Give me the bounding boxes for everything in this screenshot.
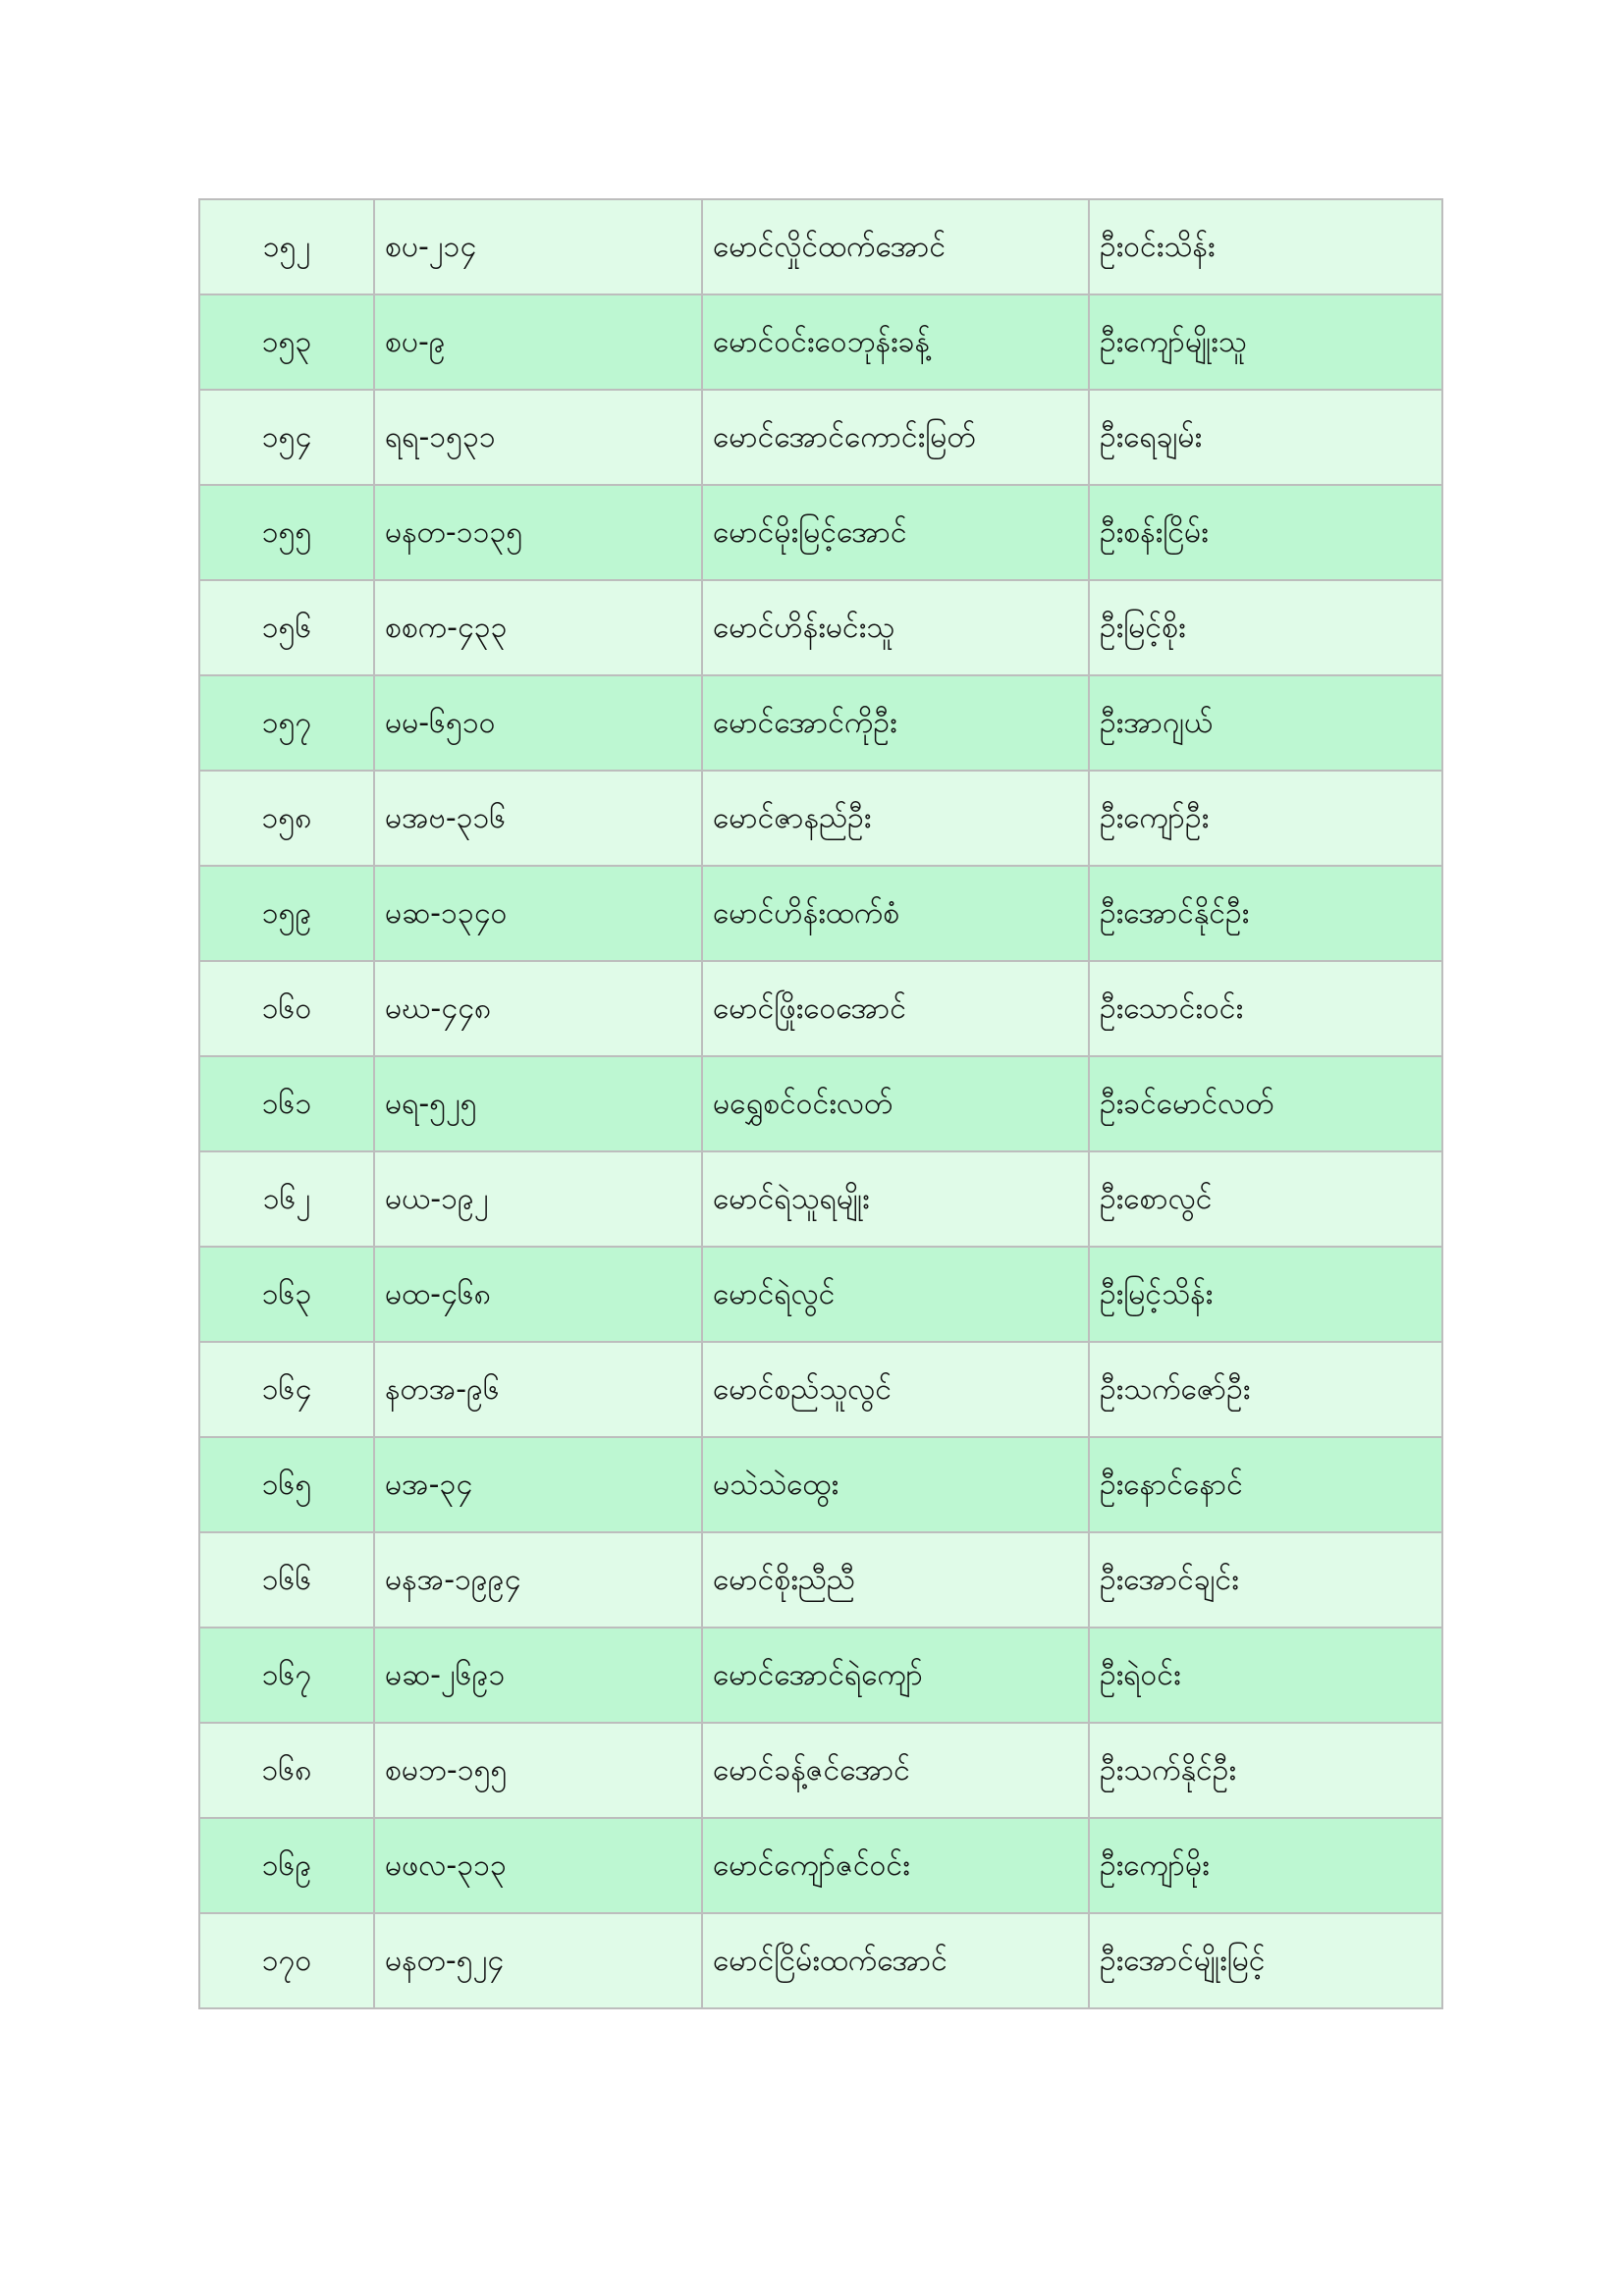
table-row xyxy=(199,1342,1442,1437)
student-name: မောင်ဟိန်းမင်းသူ xyxy=(702,580,1089,675)
student-name: မောင်စိုးညီညီ xyxy=(702,1532,1089,1628)
row-number: ၁၅၃ xyxy=(199,294,374,390)
table-row xyxy=(199,199,1442,294)
student-name: မောင်အောင်ကိုဦး xyxy=(702,675,1089,771)
row-number: ၁၆၂ xyxy=(199,1151,374,1247)
table-row xyxy=(199,1056,1442,1151)
table-row xyxy=(199,580,1442,675)
row-number: ၁၇၀ xyxy=(199,1913,374,2008)
student-name: မောင်အောင်ကောင်းမြတ် xyxy=(702,390,1089,485)
roll-number: မရ-၅၂၅ xyxy=(374,1056,702,1151)
roll-number: မအ-၃၄ xyxy=(374,1437,702,1532)
table-row xyxy=(199,1151,1442,1247)
table-row xyxy=(199,390,1442,485)
roll-number: စမဘ-၁၅၅ xyxy=(374,1723,702,1818)
row-number: ၁၅၉ xyxy=(199,866,374,961)
roll-number: ရရ-၁၅၃၁ xyxy=(374,390,702,485)
roll-number: နတအ-၉၆ xyxy=(374,1342,702,1437)
father-name: ဦးခင်မောင်လတ် xyxy=(1089,1056,1442,1151)
table-row xyxy=(199,294,1442,390)
table-row xyxy=(199,485,1442,580)
row-number: ၁၅၅ xyxy=(199,485,374,580)
table-row xyxy=(199,771,1442,866)
table-row xyxy=(199,1247,1442,1342)
row-number: ၁၆၅ xyxy=(199,1437,374,1532)
row-number: ၁၆၄ xyxy=(199,1342,374,1437)
father-name: ဦးကျော်မျိုးသူ xyxy=(1089,294,1442,390)
father-name: ဦးစန်းငြိမ်း xyxy=(1089,485,1442,580)
father-name: ဦးအောင်ချင်း xyxy=(1089,1532,1442,1628)
roll-number: စပ-၉ xyxy=(374,294,702,390)
father-name: ဦးမြင့်စိုး xyxy=(1089,580,1442,675)
row-number: ၁၆၇ xyxy=(199,1628,374,1723)
table-row xyxy=(199,1532,1442,1628)
roll-number: မနတ-၅၂၄ xyxy=(374,1913,702,2008)
roll-number: မဖလ-၃၁၃ xyxy=(374,1818,702,1913)
father-name: ဦးအောင်နိုင်ဦး xyxy=(1089,866,1442,961)
table-row xyxy=(199,1818,1442,1913)
student-name: မောင်ငြိမ်းထက်အောင် xyxy=(702,1913,1089,2008)
father-name: ဦးကျော်ဦး xyxy=(1089,771,1442,866)
father-name: ဦးအောင်မျိုးမြင့် xyxy=(1089,1913,1442,2008)
student-name: မောင်ဖြိုးဝေအောင် xyxy=(702,961,1089,1056)
student-name: မသဲသဲထွေး xyxy=(702,1437,1089,1532)
student-name: မောင်အောင်ရဲကျော် xyxy=(702,1628,1089,1723)
father-name: ဦးကျော်မိုး xyxy=(1089,1818,1442,1913)
roll-number: မအဗ-၃၁၆ xyxy=(374,771,702,866)
student-name: မရွှေစင်ဝင်းလတ် xyxy=(702,1056,1089,1151)
table-row xyxy=(199,675,1442,771)
roll-number: စပ-၂၁၄ xyxy=(374,199,702,294)
student-name: မောင်မိုးမြင့်အောင် xyxy=(702,485,1089,580)
row-number: ၁၅၂ xyxy=(199,199,374,294)
row-number: ၁၆၃ xyxy=(199,1247,374,1342)
father-name: ဦးနောင်နောင် xyxy=(1089,1437,1442,1532)
roll-number: မနအ-၁၉၉၄ xyxy=(374,1532,702,1628)
student-name: မောင်ရဲလွင် xyxy=(702,1247,1089,1342)
father-name: ဦးအာဂျယ် xyxy=(1089,675,1442,771)
student-name: မောင်ဇာနည်ဦး xyxy=(702,771,1089,866)
results-table xyxy=(198,198,1443,2009)
table-row xyxy=(199,1723,1442,1818)
table-row xyxy=(199,1437,1442,1532)
roll-number: စစက-၄၃၃ xyxy=(374,580,702,675)
row-number: ၁၆၀ xyxy=(199,961,374,1056)
father-name: ဦးသက်ဇော်ဦး xyxy=(1089,1342,1442,1437)
table-row xyxy=(199,866,1442,961)
student-name: မောင်ကျော်ဇင်ဝင်း xyxy=(702,1818,1089,1913)
table-row xyxy=(199,961,1442,1056)
roll-number: မယ-၁၉၂ xyxy=(374,1151,702,1247)
row-number: ၁၆၈ xyxy=(199,1723,374,1818)
father-name: ဦးရေချမ်း xyxy=(1089,390,1442,485)
table-row xyxy=(199,1913,1442,2008)
student-name: မောင်ခန့်ဇင်အောင် xyxy=(702,1723,1089,1818)
student-name: မောင်ရဲသူရမျိုး xyxy=(702,1151,1089,1247)
roll-number: မဃ-၄၄၈ xyxy=(374,961,702,1056)
row-number: ၁၅၈ xyxy=(199,771,374,866)
roll-number: မနတ-၁၁၃၅ xyxy=(374,485,702,580)
roll-number: မဆ-၁၃၄၀ xyxy=(374,866,702,961)
row-number: ၁၅၇ xyxy=(199,675,374,771)
roll-number: မထ-၄၆၈ xyxy=(374,1247,702,1342)
father-name: ဦးစောလွင် xyxy=(1089,1151,1442,1247)
father-name: ဦးမြင့်သိန်း xyxy=(1089,1247,1442,1342)
row-number: ၁၆၆ xyxy=(199,1532,374,1628)
father-name: ဦးသောင်းဝင်း xyxy=(1089,961,1442,1056)
row-number: ၁၆၁ xyxy=(199,1056,374,1151)
row-number: ၁၅၄ xyxy=(199,390,374,485)
father-name: ဦးရဲဝင်း xyxy=(1089,1628,1442,1723)
roll-number: မဆ-၂၆၉၁ xyxy=(374,1628,702,1723)
student-name: မောင်စည်သူလွင် xyxy=(702,1342,1089,1437)
row-number: ၁၅၆ xyxy=(199,580,374,675)
student-name: မောင်ဟိန်းထက်စံ xyxy=(702,866,1089,961)
father-name: ဦးဝင်းသိန်း xyxy=(1089,199,1442,294)
student-name: မောင်လှိုင်ထက်အောင် xyxy=(702,199,1089,294)
student-name: မောင်ဝင်းဝေဘုန်းခန့် xyxy=(702,294,1089,390)
table-row xyxy=(199,1628,1442,1723)
row-number: ၁၆၉ xyxy=(199,1818,374,1913)
father-name: ဦးသက်နိုင်ဦး xyxy=(1089,1723,1442,1818)
roll-number: မမ-၆၅၁၀ xyxy=(374,675,702,771)
